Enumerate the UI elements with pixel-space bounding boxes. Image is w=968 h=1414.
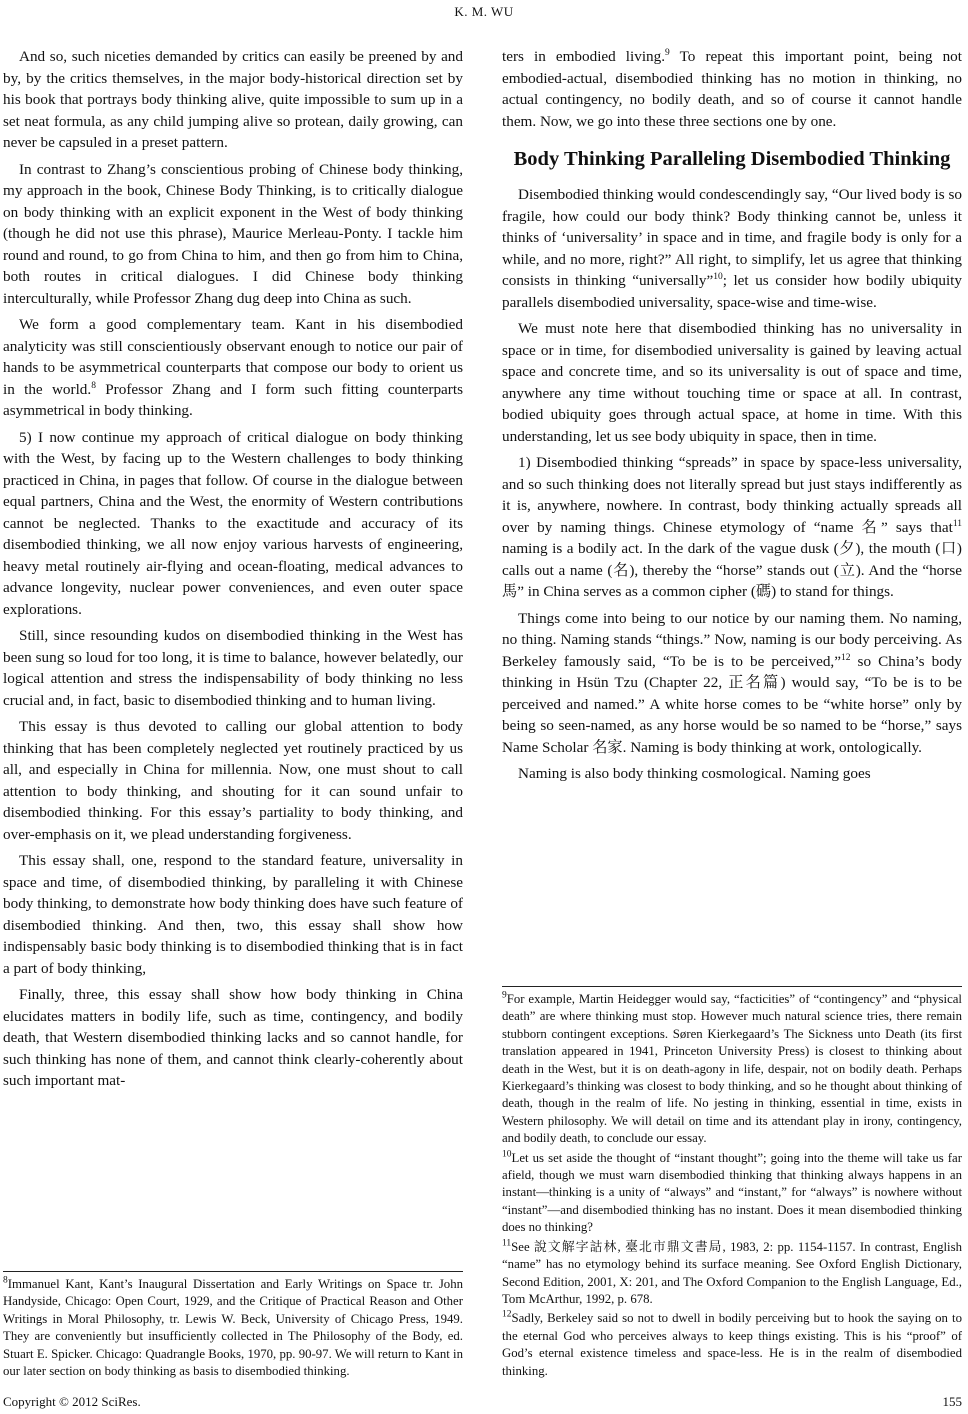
footnote-rule bbox=[502, 986, 962, 987]
paragraph-text: 1) Disembodied thinking “spreads” in space by space-less universality, and so such thinking does not literally spread but just stays indifferently as it is, anywhere, nowhere. In contrast, body thinking actually spreads all over by naming things. Chinese etymology of “name 名” says that bbox=[502, 454, 962, 536]
footnote-text: See 說文解字詁林, 臺北市鼎文書局, 1983, 2: pp. 1154-1157. In contrast, English “name” has no etymology behind its surface meaning. See Oxford English Dictionary, Second Edition, 2001, X: 201, and The Oxford Companion to the English Language, Ed., Tom McArthur, 1992, p. 678. bbox=[502, 1239, 962, 1306]
running-head: K. M. WU bbox=[454, 4, 514, 19]
paragraph: 5) I now continue my approach of critical dialogue on body thinking with the West, by facing up to the Western challenges to body thinking practiced in China, in pages that follow. Of course in the dialogue between equal partners, China and the West, the enormity of Western contributions cannot be neglected. Thanks to the exactitude and accuracy of its disembodied thinking, we all now enjoy various harvests of engineering, heavy metal routinely air-flying and ocean-floating, medical advances to advance longevity, nuclear power conveniences, and even outer space explorations. bbox=[3, 428, 463, 618]
footnote-number: 11 bbox=[502, 1238, 512, 1249]
paragraph: Still, since resounding kudos on disembodied thinking in the West has been sung so loud for too long, it is time to balance, however belatedly, our logical attention and stress the indispensability of body thinking no less crucial and, in fact, basic to disembodied thinking and to human living. bbox=[3, 627, 463, 709]
paragraph-text: ; let us consider how bodily ubiquity parallels disembodied universality, space-wise and time-wise. bbox=[502, 272, 962, 311]
copyright-notice: Copyright © 2012 SciRes. bbox=[3, 1394, 141, 1409]
footnotes-left bbox=[3, 1276, 463, 1382]
paragraph: Finally, three, this essay shall show how body thinking in China elucidates matters in bodily life, such as time, contingency, and bodily death, that Western disembodied thinking lacks and so cannot handle, for such thinking has none of them, and cannot think clearly-coherently about such important mat- bbox=[3, 986, 463, 1089]
paragraph bbox=[502, 46, 962, 132]
paragraph: In contrast to Zhang’s conscientious probing of Chinese body thinking, my approach in the book, Chinese Body Thinking, is to critically dialogue on body thinking with an explicit exponent in the West of body thinking (though he did not use this phrase), Maurice Merleau-Ponty. I tackle him round and round, to go from China to him, and then go from him to China, both routes in critical dialogues. I did Chinese body thinking interculturally, while Professor Zhang dug deep into China as such. bbox=[3, 160, 463, 307]
footnote-mark[interactable]: 8 bbox=[91, 380, 96, 391]
footnote-number: 12 bbox=[502, 1310, 512, 1321]
footnote-mark[interactable]: 11 bbox=[952, 518, 962, 529]
paragraph-text: Professor Zhang and I form such fitting counterparts asymmetrical in body thinking. bbox=[3, 380, 463, 419]
footnote-text: For example, Martin Heidegger would say, “facticities” of “contingency” and “physical death” are where thinking must stop. However much natural science tries, there remain stubborn contingent exceptions. Søren Kierkegaard’s The Sickness unto Death (its first translation appeared in 1941, Princeton University Press) is closest to thinking about death in the West, but it is on death-agony in life, despair, not on bodily death. Perhaps Kierkegaard’s thinking was closest to body thinking, and so he thought about thinking of death, though in the realm of life. No jesting in thinking, essential in time, exists in Western philosophy. We will detail on time and its attendant play in irony, contingency, and bodily death, to conclude our essay. bbox=[502, 992, 962, 1146]
footnote bbox=[502, 991, 962, 1148]
footnote-number: 8 bbox=[3, 1275, 8, 1286]
paragraph bbox=[502, 184, 962, 313]
paragraph bbox=[502, 452, 962, 603]
footnote-number: 9 bbox=[502, 990, 507, 1001]
section-heading: Body Thinking Paralleling Disembodied Thinking bbox=[513, 148, 951, 170]
paragraph-text: We form a good complementary team. Kant in his disembodied analyticity was still conscientiously observant enough to notice our pair of hands to be asymmetrical counterparts that compose our body to orient us in the world. bbox=[3, 316, 463, 398]
footnote-mark[interactable]: 9 bbox=[665, 47, 670, 58]
paragraph-text: ters in embodied living. bbox=[502, 48, 666, 65]
paragraph bbox=[3, 314, 463, 422]
footnote-rule bbox=[3, 1271, 463, 1272]
footnote-number: 10 bbox=[502, 1149, 512, 1160]
footnote-text: Immanuel Kant, Kant’s Inaugural Dissertation and Early Writings on Space tr. John Handyside, Chicago: Open Court, 1929, and the Critique of Practical Reason and Other Writings in Moral Philosophy, tr. Lewis W. Beck, University of Chicago Press, 1949. They are conveniently but insufficiently collected in The Philosophy of the Body, ed. Stuart E. Spicker. Chicago: Quadrangle Books, 1970, pp. 90-97. We will return to Kant in our later section on body thinking as basis to disembodied thinking. bbox=[3, 1277, 463, 1379]
footnote bbox=[3, 1276, 463, 1380]
page-number: 155 bbox=[942, 1394, 962, 1409]
footnote-text: Sadly, Berkeley said so not to dwell in bodily perceiving but to hook the saying on to the eternal God who perceives always to keep things existing. This is his “proof” of God’s eternal existence timeless and space-less. He is in the realm of disembodied thinking. bbox=[502, 1311, 962, 1378]
footnotes-right bbox=[502, 991, 962, 1382]
footnote bbox=[502, 1310, 962, 1380]
paragraph-text: To repeat this important point, being not embodied-actual, disembodied thinking has no motion in thinking, no actual contingency, no bodily death, and so of course it cannot handle them. Now, we go into these three sections one by one. bbox=[502, 48, 962, 130]
footnote bbox=[502, 1239, 962, 1309]
footnote-mark[interactable]: 10 bbox=[713, 271, 723, 282]
footnote bbox=[502, 1150, 962, 1237]
paragraph-text: Things come into being to our notice by our naming them. No naming, no thing. Naming stands “things.” Now, naming is our body perceiving. As Berkeley famously said, “To be is to be perceived,” bbox=[502, 609, 962, 670]
paragraph-text: naming is a bodily act. In the dark of the vague dusk (夕), the mouth (口) calls out a name (名), thereby the “horse” stands out (立). And the “horse 馬” in China serves as a common cipher (碼) to stand for things. bbox=[502, 540, 962, 600]
paragraph: We must note here that disembodied thinking has no universality in space or in time, for disembodied universality is gained by leaving actual space and concrete time, and so its universality is out of space and time, anywhere any time without touching time or space at all. In contrast, bodied ubiquity goes through actual space, at home in time. With this understanding, let us see body ubiquity in space, then in time. bbox=[502, 320, 962, 445]
footnote-text: Let us set aside the thought of “instant thought”; going into the theme will take us far afield, though we must warn disembodied thinking that thinking always happens in an instant—thinking is a unity of “always” and “instant,” for “always” is nowhere without “instant”—and disembodied thinking has no instant. Does it mean disembodied thinking does no thinking? bbox=[502, 1150, 962, 1235]
paragraph-text: so China’s body thinking in Hsün Tzu (Chapter 22, 正名篇) would say, “To be is to be perceived and named.” A white horse comes to be “white horse” only by being so seen-named, as any horse would be so named to be “horse,” says Name Scholar 名家. Naming is body thinking at work, ontologically. bbox=[502, 652, 962, 756]
paragraph: And so, such niceties demanded by critics can easily be preened by and by, by the critics themselves, in the major body-historical direction set by his book that portrays body thinking alive, quite impossible to sum up in a set neat formula, as any child jumping alive so protean, daily growing, can never be capsuled in a preset pattern. bbox=[3, 48, 463, 151]
footnote-mark[interactable]: 12 bbox=[840, 652, 851, 663]
paragraph: Naming is also body thinking cosmological. Naming goes bbox=[518, 765, 871, 782]
paragraph-text: Disembodied thinking would condescendingly say, “Our lived body is so fragile, how could our body think? Body thinking cannot be, unless it thinks of ‘universality’ in space and in time, and fragile body is only for a while, and no more, right?” All right, to simplify, let us agree that thinking consists in thinking “universally” bbox=[502, 186, 962, 289]
paragraph: This essay shall, one, respond to the standard feature, universality in space and time, of disembodied thinking, by paralleling it with Chinese body thinking, to demonstrate how body thinking does have such feature of disembodied thinking. And then, two, this essay shall show how indispensably basic body thinking is to disembodied thinking that is in fact a part of body thinking, bbox=[3, 852, 463, 977]
right-column bbox=[502, 46, 962, 790]
paragraph: This essay is thus devoted to calling our global attention to body thinking that has been completely neglected yet routinely practiced by us all, and especially in China for millennia. Now, one must shout to call attention to body thinking, and shouting for it can sound unfair to disembodied thinking. For this essay’s partiality to body thinking, and over-emphasis on it, we plead understanding forgiveness. bbox=[3, 718, 463, 843]
paragraph bbox=[502, 608, 962, 759]
left-column bbox=[3, 46, 463, 1097]
